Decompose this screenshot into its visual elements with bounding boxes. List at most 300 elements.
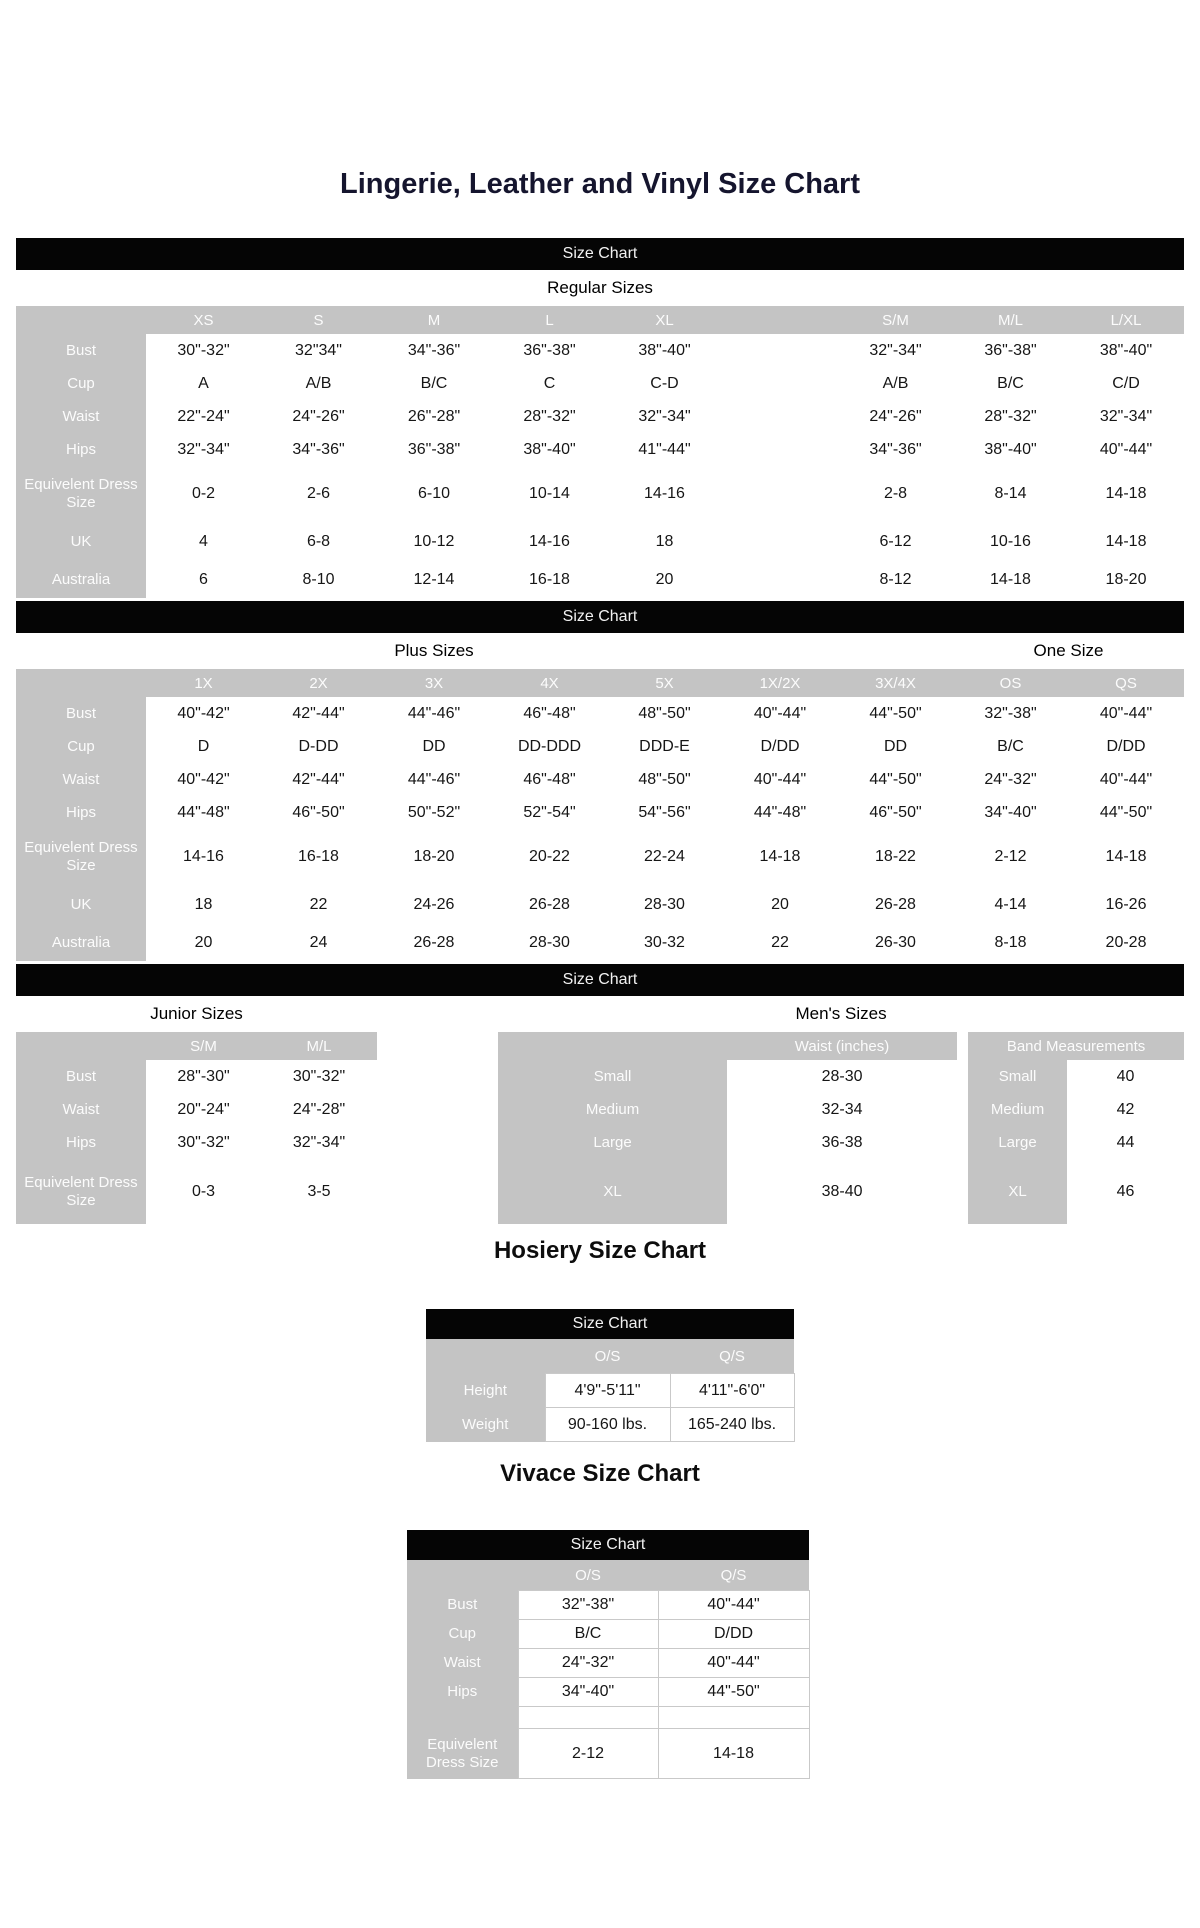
row-label: Hips — [16, 796, 146, 829]
cell: 28"-32" — [492, 400, 607, 433]
cell: 26-28 — [492, 885, 607, 925]
cell: 44 — [1067, 1126, 1184, 1159]
column-header: 3X/4X — [838, 669, 953, 697]
table-row — [407, 1591, 809, 1620]
cell: 32"34" — [261, 334, 376, 367]
cell: 30-32 — [607, 925, 722, 961]
size-chart-bar — [407, 1530, 809, 1560]
table-row — [16, 433, 1184, 466]
row-label: Waist — [16, 763, 146, 796]
row-label: UK — [16, 522, 146, 562]
cell: 4 — [146, 522, 261, 562]
cell: 36"-38" — [492, 334, 607, 367]
cell: 20-28 — [1068, 925, 1184, 961]
cell: 10-12 — [376, 522, 492, 562]
cell: D/DD — [658, 1620, 809, 1649]
regular-rows — [16, 334, 1184, 598]
cell: 90-160 lbs. — [545, 1408, 670, 1442]
cell: 0-3 — [146, 1159, 261, 1224]
cell: 41"-44" — [607, 433, 722, 466]
cell: 10-16 — [953, 522, 1068, 562]
cell: 34"-40" — [953, 796, 1068, 829]
row-label: Equivelent Dress Size — [16, 466, 146, 522]
cell: 40"-44" — [1068, 433, 1184, 466]
mens-column-header-row — [498, 1032, 1184, 1060]
cell — [658, 1707, 809, 1729]
table-row — [16, 925, 1184, 961]
table-row — [16, 466, 1184, 522]
cell — [722, 367, 838, 400]
cell: 32"-34" — [607, 400, 722, 433]
mens-sizes-label: Men's Sizes — [498, 996, 1184, 1032]
cell — [722, 334, 838, 367]
cell: 46"-48" — [492, 763, 607, 796]
row-label: Australia — [16, 562, 146, 598]
row-label: Equivelent Dress Size — [16, 829, 146, 885]
row-label: Waist — [16, 400, 146, 433]
cell: 24"-26" — [261, 400, 376, 433]
column-header: XS — [146, 306, 261, 334]
cell: 22 — [261, 885, 376, 925]
table-row — [16, 400, 1184, 433]
cell: B/C — [953, 367, 1068, 400]
cell: 42"-44" — [261, 697, 376, 730]
gap-cell — [957, 1159, 968, 1224]
cell: 32"-34" — [1068, 400, 1184, 433]
cell: 18-22 — [838, 829, 953, 885]
cell: 28"-32" — [953, 400, 1068, 433]
cell: B/C — [953, 730, 1068, 763]
cell: D — [146, 730, 261, 763]
row-label: Cup — [16, 730, 146, 763]
column-header — [722, 306, 838, 334]
cell: 2-8 — [838, 466, 953, 522]
table-row — [498, 1126, 1184, 1159]
gap-cell — [957, 1093, 968, 1126]
cell: 38"-40" — [1068, 334, 1184, 367]
size-chart-bar-label: Size Chart — [16, 238, 1184, 270]
table-row — [16, 1060, 377, 1093]
cell: 40"-42" — [146, 763, 261, 796]
gap-cell — [957, 1126, 968, 1159]
column-header: XL — [607, 306, 722, 334]
column-header: M — [376, 306, 492, 334]
cell: 40"-44" — [722, 763, 838, 796]
cell: 44"-50" — [1068, 796, 1184, 829]
mens-rows — [498, 1060, 1184, 1224]
plus-sizes-label: Plus Sizes — [146, 633, 722, 669]
section-title-row — [16, 633, 1184, 669]
gap-cell — [957, 1060, 968, 1093]
cell: 18-20 — [1068, 562, 1184, 598]
size-chart-bar — [16, 601, 1184, 633]
table-row — [16, 697, 1184, 730]
row-label: Small — [498, 1060, 727, 1093]
cell: 38-40 — [727, 1159, 957, 1224]
cell: 32"-38" — [953, 697, 1068, 730]
cell: D/DD — [722, 730, 838, 763]
column-header: S/M — [838, 306, 953, 334]
column-header: Q/S — [658, 1560, 809, 1591]
cell: B/C — [376, 367, 492, 400]
table-row — [407, 1678, 809, 1707]
cell: DD — [838, 730, 953, 763]
cell: 28-30 — [607, 885, 722, 925]
column-header: QS — [1068, 669, 1184, 697]
table-row — [16, 796, 1184, 829]
column-header: L — [492, 306, 607, 334]
cell: 48"-50" — [607, 763, 722, 796]
cell: 8-14 — [953, 466, 1068, 522]
row-label: Waist — [407, 1649, 518, 1678]
cell: 14-16 — [492, 522, 607, 562]
row-label: Large — [498, 1126, 727, 1159]
row-label: Equivelent Dress Size — [16, 1159, 146, 1224]
cell: 6-8 — [261, 522, 376, 562]
column-header: 4X — [492, 669, 607, 697]
cell: 42 — [1067, 1093, 1184, 1126]
column-header: M/L — [953, 306, 1068, 334]
section-title-row — [16, 270, 1184, 306]
table-row — [16, 829, 1184, 885]
cell: 8-18 — [953, 925, 1068, 961]
cell: 14-18 — [1068, 466, 1184, 522]
cell: 32-34 — [727, 1093, 957, 1126]
cell: 18 — [146, 885, 261, 925]
cell: 40"-44" — [1068, 763, 1184, 796]
waist-header: Waist (inches) — [727, 1032, 957, 1060]
cell: 14-18 — [1068, 522, 1184, 562]
junior-sizes-table — [16, 996, 377, 1224]
cell: 36"-38" — [953, 334, 1068, 367]
junior-mens-section — [16, 996, 1184, 1224]
cell: 26-28 — [376, 925, 492, 961]
row-label: Medium — [498, 1093, 727, 1126]
corner-cell — [426, 1339, 545, 1374]
hosiery-title: Hosiery Size Chart — [493, 1237, 707, 1264]
cell: 16-18 — [492, 562, 607, 598]
hosiery-column-header-row — [426, 1339, 794, 1374]
cell: 18-20 — [376, 829, 492, 885]
cell: 32"-34" — [146, 433, 261, 466]
regular-sizes-table — [16, 238, 1184, 598]
cell — [722, 466, 838, 522]
cell: 46"-50" — [838, 796, 953, 829]
row-label: Small — [968, 1060, 1067, 1093]
cell: 24"-32" — [518, 1649, 658, 1678]
cell: DDD-E — [607, 730, 722, 763]
table-row — [16, 1126, 377, 1159]
vivace-rows — [407, 1591, 809, 1779]
row-label: Height — [426, 1374, 545, 1408]
row-label: Cup — [407, 1620, 518, 1649]
cell: 24"-28" — [261, 1093, 377, 1126]
cell: 8-12 — [838, 562, 953, 598]
row-label: XL — [968, 1159, 1067, 1224]
cell: 40"-44" — [658, 1649, 809, 1678]
cell: 20"-24" — [146, 1093, 261, 1126]
row-label: XL — [498, 1159, 727, 1224]
cell: 2-12 — [518, 1729, 658, 1779]
cell: 40"-42" — [146, 697, 261, 730]
cell: 20 — [146, 925, 261, 961]
cell: 28-30 — [492, 925, 607, 961]
column-header: 1X — [146, 669, 261, 697]
cell: 44"-48" — [722, 796, 838, 829]
cell: 38"-40" — [953, 433, 1068, 466]
table-row — [498, 1093, 1184, 1126]
column-header: M/L — [261, 1032, 377, 1060]
size-chart-document — [16, 0, 1184, 1779]
column-header: L/XL — [1068, 306, 1184, 334]
hosiery-table — [426, 1309, 795, 1442]
cell: 34"-36" — [838, 433, 953, 466]
cell: DD-DDD — [492, 730, 607, 763]
cell: 6-12 — [838, 522, 953, 562]
column-header: Q/S — [670, 1339, 794, 1374]
cell: 28"-30" — [146, 1060, 261, 1093]
cell: 10-14 — [492, 466, 607, 522]
row-label: Bust — [16, 697, 146, 730]
row-label: Hips — [16, 433, 146, 466]
cell: 8-10 — [261, 562, 376, 598]
cell: 48"-50" — [607, 697, 722, 730]
table-row — [407, 1729, 809, 1779]
column-header: 1X/2X — [722, 669, 838, 697]
row-label: Hips — [16, 1126, 146, 1159]
table-row — [16, 763, 1184, 796]
cell: 18 — [607, 522, 722, 562]
table-row — [16, 522, 1184, 562]
table-row — [407, 1620, 809, 1649]
size-chart-bar-label: Size Chart — [16, 601, 1184, 633]
cell: 30"-32" — [261, 1060, 377, 1093]
gap-cell — [957, 1032, 968, 1060]
cell: 3-5 — [261, 1159, 377, 1224]
hosiery-rows — [426, 1374, 794, 1442]
cell — [518, 1707, 658, 1729]
table-row — [16, 1093, 377, 1126]
cell: 12-14 — [376, 562, 492, 598]
cell: 34"-40" — [518, 1678, 658, 1707]
cell: 16-18 — [261, 829, 376, 885]
row-label: Equivelent Dress Size — [407, 1729, 518, 1779]
cell: 36-38 — [727, 1126, 957, 1159]
cell: DD — [376, 730, 492, 763]
cell: 26-28 — [838, 885, 953, 925]
one-size-label: One Size — [953, 633, 1184, 669]
cell: 28-30 — [727, 1060, 957, 1093]
junior-column-header-row — [16, 1032, 377, 1060]
cell: 52"-54" — [492, 796, 607, 829]
cell: 20 — [607, 562, 722, 598]
row-label: Cup — [16, 367, 146, 400]
cell: C/D — [1068, 367, 1184, 400]
cell: 24 — [261, 925, 376, 961]
cell: D-DD — [261, 730, 376, 763]
cell: 6-10 — [376, 466, 492, 522]
vivace-column-header-row — [407, 1560, 809, 1591]
size-chart-bar — [426, 1309, 794, 1339]
size-chart-bar — [16, 238, 1184, 270]
cell — [722, 562, 838, 598]
cell: 14-16 — [607, 466, 722, 522]
column-header: OS — [953, 669, 1068, 697]
row-label: Weight — [426, 1408, 545, 1442]
section-title-row — [498, 996, 1184, 1032]
column-header: 3X — [376, 669, 492, 697]
cell — [722, 400, 838, 433]
cell: 20 — [722, 885, 838, 925]
row-label: Medium — [968, 1093, 1067, 1126]
row-label: Australia — [16, 925, 146, 961]
cell: A/B — [838, 367, 953, 400]
row-label: Hips — [407, 1678, 518, 1707]
column-header: 5X — [607, 669, 722, 697]
cell: 44"-46" — [376, 697, 492, 730]
cell: 38"-40" — [492, 433, 607, 466]
row-label: Bust — [16, 334, 146, 367]
cell: 16-26 — [1068, 885, 1184, 925]
table-row — [16, 1159, 377, 1224]
column-header: S/M — [146, 1032, 261, 1060]
cell: 40 — [1067, 1060, 1184, 1093]
table-row — [407, 1649, 809, 1678]
cell: 2-12 — [953, 829, 1068, 885]
vivace-title: Vivace Size Chart — [500, 1460, 700, 1487]
row-label: Bust — [407, 1591, 518, 1620]
cell — [722, 522, 838, 562]
cell: 26"-28" — [376, 400, 492, 433]
spacer-cell — [16, 633, 146, 669]
cell — [722, 433, 838, 466]
table-row — [498, 1159, 1184, 1224]
row-label — [407, 1707, 518, 1729]
column-header: 2X — [261, 669, 376, 697]
cell: A — [146, 367, 261, 400]
cell: 40"-44" — [1068, 697, 1184, 730]
plus-rows — [16, 697, 1184, 961]
row-label: Large — [968, 1126, 1067, 1159]
cell: C-D — [607, 367, 722, 400]
column-header: S — [261, 306, 376, 334]
vivace-table — [407, 1530, 810, 1779]
cell: 6 — [146, 562, 261, 598]
regular-column-header-row — [16, 306, 1184, 334]
cell: 42"-44" — [261, 763, 376, 796]
cell: 4'11"-6'0" — [670, 1374, 794, 1408]
cell: 24"-26" — [838, 400, 953, 433]
column-header: O/S — [518, 1560, 658, 1591]
cell: 44"-50" — [838, 763, 953, 796]
corner-cell — [498, 1032, 727, 1060]
row-label: Waist — [16, 1093, 146, 1126]
spacer-cell — [722, 633, 953, 669]
cell: 24"-32" — [953, 763, 1068, 796]
cell: 14-18 — [953, 562, 1068, 598]
cell: 32"-34" — [838, 334, 953, 367]
cell: 20-22 — [492, 829, 607, 885]
cell: 30"-32" — [146, 334, 261, 367]
page-title: Lingerie, Leather and Vinyl Size Chart — [340, 168, 860, 200]
cell: 32"-38" — [518, 1591, 658, 1620]
cell: 14-18 — [658, 1729, 809, 1779]
size-chart-bar-label: Size Chart — [426, 1309, 794, 1339]
cell: 34"-36" — [261, 433, 376, 466]
cell: 26-30 — [838, 925, 953, 961]
cell: 4-14 — [953, 885, 1068, 925]
row-label: UK — [16, 885, 146, 925]
table-row — [426, 1408, 794, 1442]
table-row — [407, 1707, 809, 1729]
cell: 22 — [722, 925, 838, 961]
cell: 0-2 — [146, 466, 261, 522]
table-row — [16, 730, 1184, 763]
cell: 30"-32" — [146, 1126, 261, 1159]
table-row — [426, 1374, 794, 1408]
cell: 38"-40" — [607, 334, 722, 367]
cell: 46"-50" — [261, 796, 376, 829]
table-row — [498, 1060, 1184, 1093]
cell: 44"-50" — [838, 697, 953, 730]
size-chart-bar — [16, 964, 1184, 996]
cell: 40"-44" — [658, 1591, 809, 1620]
cell: 40"-44" — [722, 697, 838, 730]
cell: 22-24 — [607, 829, 722, 885]
corner-cell — [407, 1560, 518, 1591]
cell: 44"-48" — [146, 796, 261, 829]
cell: 14-18 — [1068, 829, 1184, 885]
cell: 24-26 — [376, 885, 492, 925]
cell: D/DD — [1068, 730, 1184, 763]
cell: C — [492, 367, 607, 400]
cell: 22"-24" — [146, 400, 261, 433]
plus-sizes-table — [16, 601, 1184, 961]
cell: 165-240 lbs. — [670, 1408, 794, 1442]
size-chart-bar-label: Size Chart — [407, 1530, 809, 1560]
corner-cell — [16, 669, 146, 697]
junior-rows — [16, 1060, 377, 1224]
corner-cell — [16, 306, 146, 334]
band-measurements-header: Band Measurements — [968, 1032, 1184, 1060]
cell: 46"-48" — [492, 697, 607, 730]
cell: 14-18 — [722, 829, 838, 885]
table-row — [16, 367, 1184, 400]
mens-sizes-table — [498, 996, 1184, 1224]
table-row — [16, 334, 1184, 367]
cell: 34"-36" — [376, 334, 492, 367]
plus-column-header-row — [16, 669, 1184, 697]
regular-sizes-label: Regular Sizes — [16, 270, 1184, 306]
cell: 2-6 — [261, 466, 376, 522]
cell: 50"-52" — [376, 796, 492, 829]
cell: 32"-34" — [261, 1126, 377, 1159]
column-header: O/S — [545, 1339, 670, 1374]
corner-cell — [16, 1032, 146, 1060]
cell: 46 — [1067, 1159, 1184, 1224]
size-chart-bar-label: Size Chart — [562, 971, 638, 988]
cell: 44"-50" — [658, 1678, 809, 1707]
cell: 36"-38" — [376, 433, 492, 466]
cell: 14-16 — [146, 829, 261, 885]
cell: B/C — [518, 1620, 658, 1649]
junior-sizes-label: Junior Sizes — [16, 996, 377, 1032]
cell: 4'9"-5'11" — [545, 1374, 670, 1408]
section-title-row — [16, 996, 377, 1032]
table-row — [16, 885, 1184, 925]
cell: 44"-46" — [376, 763, 492, 796]
cell: A/B — [261, 367, 376, 400]
